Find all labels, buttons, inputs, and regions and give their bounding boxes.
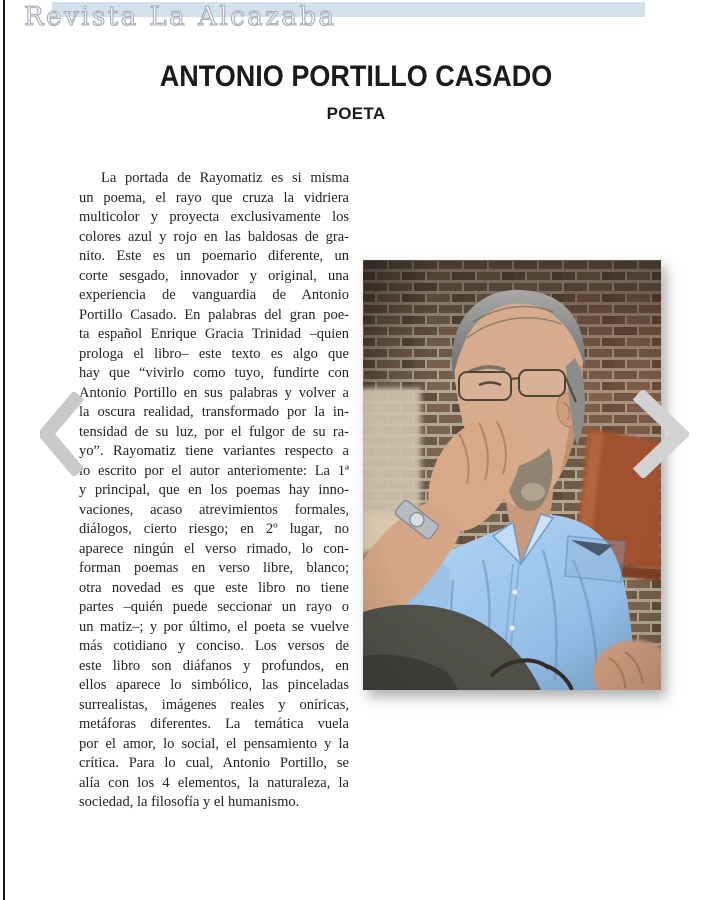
text-line: yo”. Rayomatiz tiene variantes respecto a (79, 443, 349, 459)
text-line: experiencia de vanguardia de Antonio (79, 287, 349, 303)
text-line: nito. Este es un poemario diferente, un (79, 248, 349, 264)
text-line: vaciones, acaso atrevimientos formales, (79, 501, 349, 518)
chevron-left-icon (40, 392, 84, 476)
chevron-right-icon (629, 390, 689, 478)
text-line: multicolor y proyecta exclusivamente los (79, 209, 349, 225)
next-page-button[interactable] (629, 390, 689, 478)
text-line: La portada de Rayomatiz es si misma (101, 170, 349, 186)
text-line: la oscura realidad, transformado por la in- (79, 404, 349, 420)
text-line: metáforas diferentes. La temática vuela (79, 716, 349, 732)
text-line: forman poemas en verso libre, blanco; (79, 560, 349, 576)
text-line: y principal, que en los poemas hay inno- (79, 482, 349, 498)
text-line: tensidad de su luz, por el fulgor de su ra- (79, 423, 349, 440)
article-subtitle: POETA (326, 104, 386, 123)
poet-photo (363, 260, 661, 690)
text-line: ta español Enrique Gracia Trinidad –quien (79, 326, 349, 342)
article-body (79, 169, 349, 813)
page-left-border (3, 0, 5, 900)
previous-page-button[interactable] (40, 392, 84, 476)
text-line: lo escrito por el autor anteriomente: La 1ª (79, 462, 349, 479)
text-line: sociedad, la filosofía y el humanismo. (79, 794, 300, 810)
text-line: más cotidiano y conciso. Los versos de (79, 638, 349, 654)
text-line: Portillo Casado. En palabras del gran poe- (79, 306, 349, 323)
text-line: colores azul y rojo en las baldosas de gra- (79, 228, 349, 245)
text-line: otra novedad es que este libro no tiene (79, 579, 349, 596)
poet-photo-illustration (363, 260, 661, 690)
article-title: ANTONIO PORTILLO CASADO (159, 60, 553, 93)
text-line: corte sesgado, innovador y original, una (79, 267, 349, 284)
text-line: aparece ningún el verso rimado, lo con- (79, 540, 349, 557)
text-line: partes –quién puede seccionar un rayo o (79, 599, 349, 615)
text-line: un poema, el rayo que cruza la vidriera (79, 189, 349, 206)
text-line: Antonio Portillo en sus palabras y volver a (79, 384, 349, 401)
text-line: un matiz–; y por último, el poeta se vuelve (79, 618, 349, 635)
text-line: este libro son diáfanos y profundos, en (79, 657, 349, 674)
text-line: hay que “vivirlo como tuyo, fundirte con (79, 365, 349, 381)
text-line: diálogos, cierto riesgo; en 2º lugar, no (79, 521, 349, 537)
text-line: alía con los 4 elementos, la naturaleza, la (79, 774, 349, 791)
text-line: ellos aparece lo simbólico, las pinceladas (79, 677, 349, 693)
text-line: por el amor, lo social, el pensamiento y la (79, 735, 349, 752)
text-line: prologa el libro– este texto es algo que (79, 345, 349, 362)
text-line: crítica. Para lo cual, Antonio Portillo, se (79, 755, 349, 771)
text-line: surrealistas, imágenes reales y oníricas, (79, 696, 349, 713)
article-title-row (26, 60, 686, 94)
masthead-title: Revista La Alcazaba (24, 2, 337, 32)
